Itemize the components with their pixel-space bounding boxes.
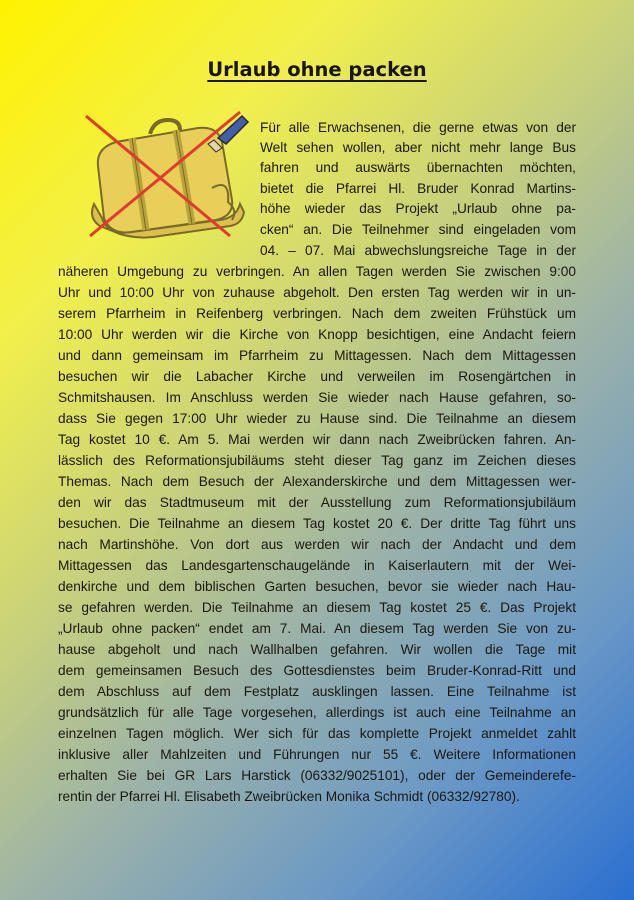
text-line: serem Pfarrheim in Reifenberg verbringen. Nach dem zweiten Frühstück um (58, 306, 576, 321)
text-line: dem gemeinsamen Besuch des Gottesdienstes beim Bruder-Konrad-Ritt und (58, 663, 576, 678)
text-line: nach Martinshöhe. Von dort aus werden wir nach der Andacht und dem (58, 537, 576, 552)
text-line: Schmitshausen. Im Anschluss werden Sie wieder nach Hause gefahren, so- (58, 390, 576, 405)
text-line: Welt sehen wollen, aber nicht mehr lange Bus (260, 140, 576, 155)
text-line: Tag kostet 10 €. Am 5. Mai werden wir dann nach Zweibrücken fahren. An- (58, 432, 576, 447)
text-line: Mittagessen das Landesgartenschaugelände in Kaiserlautern mit der Wei- (58, 558, 576, 573)
text-line: inklusive aller Mahlzeiten und Führungen nur 55 €. Weitere Informationen (58, 747, 576, 762)
text-line: dass Sie gegen 17:00 Uhr wieder zu Hause sind. Die Teilnahme an diesem (58, 411, 576, 426)
text-line: höhe wieder das Projekt „Urlaub ohne pa- (260, 201, 576, 216)
text-line: lässlich des Reformationsjubiläums steht dieser Tag ganz im Zeichen dieses (58, 453, 576, 468)
text-line: Für alle Erwachsenen, die gerne etwas von der (260, 120, 576, 135)
text-line: besuchen wir die Labacher Kirche und verweilen im Rosengärtchen in (58, 369, 576, 384)
text-line: besuchen. Die Teilnahme an diesem Tag kostet 20 €. Der dritte Tag führt uns (58, 516, 576, 531)
text-line: Themas. Nach dem Besuch der Alexanderskirche und dem Mittagessen wer- (58, 474, 576, 489)
text-line: bietet die Pfarrei Hl. Bruder Konrad Martins- (260, 181, 576, 196)
text-line: grundsätzlich für alle Tage vorgesehen, allerdings ist auch eine Teilnahme an (58, 705, 576, 720)
text-line: „Urlaub ohne packen“ endet am 7. Mai. An diesem Tag werden Sie von zu- (58, 621, 576, 636)
text-line: dem Abschluss auf dem Festplatz ausklingen lassen. Eine Teilnahme ist (58, 684, 576, 699)
text-line: rentin der Pfarrei Hl. Elisabeth Zweibrücken Monika Schmidt (06332/92780). (58, 789, 520, 804)
text-line: cken“ an. Die Teilnehmer sind eingeladen vom (260, 222, 576, 237)
text-line: 04. – 07. Mai abwechslungsreiche Tage in der (260, 243, 576, 258)
text-line: denkirche und dem biblischen Garten besuchen, bevor sie wieder nach Hau- (58, 579, 576, 594)
text-line: näheren Umgebung zu verbringen. An allen Tagen werden Sie zwischen 9:00 (58, 264, 576, 279)
text-line: hause abgeholt und nach Wallhalben gefahren. Wir wollen die Tage mit (58, 642, 576, 657)
text-line: fahren und auswärts übernachten möchten, (260, 160, 576, 175)
text-line: 10:00 Uhr werden wir die Kirche von Knopp besichtigen, eine Andacht feiern (58, 327, 576, 342)
text-line: Uhr und 10:00 Uhr von zuhause abgeholt. Den ersten Tag werden wir in un- (58, 285, 576, 300)
text-line: einzelnen Tagen möglich. Wer sich für das komplette Projekt anmeldet zahlt (58, 726, 576, 741)
text-line: und dann gemeinsam im Pfarrheim zu Mittagessen. Nach dem Mittagessen (58, 348, 576, 363)
text-line: se gefahren werden. Die Teilnahme an diesem Tag kostet 25 €. Das Projekt (58, 600, 576, 615)
page-title: Urlaub ohne packen (207, 58, 427, 81)
text-line: erhalten Sie bei GR Lars Harstick (06332/9025101), oder der Gemeinderefe- (58, 768, 576, 783)
text-line: den wir das Stadtmuseum mit der Ausstellung zum Reformationsjubiläum (58, 495, 576, 510)
crossed-out-suitcase-icon (80, 108, 252, 246)
